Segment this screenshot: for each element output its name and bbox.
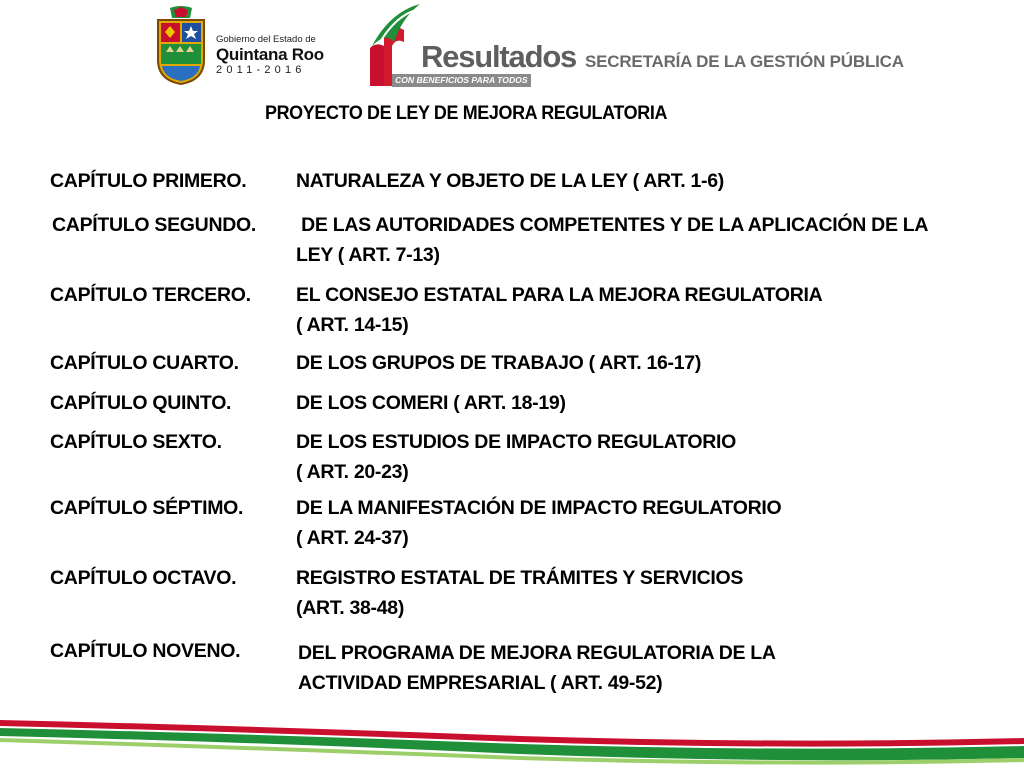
quintana-roo-text (216, 34, 341, 77)
state-crest-icon (150, 6, 212, 86)
secretaria-label: SECRETARÍA DE LA GESTIÓN PÚBLICA (585, 52, 904, 71)
chapter-3-desc-line1: EL CONSEJO ESTATAL PARA LA MEJORA REGULATORIA (296, 284, 823, 306)
chapter-4-label: CAPÍTULO CUARTO. (50, 352, 239, 374)
chapter-9-label: CAPÍTULO NOVENO. (50, 640, 241, 662)
chapter-7-label: CAPÍTULO SÉPTIMO. (50, 497, 244, 519)
chapter-3-desc-line2: ( ART. 14-15) (296, 314, 409, 336)
header-logos (0, 0, 1024, 100)
resultados-word: Resultados (421, 39, 577, 74)
chapter-8-desc-line2: (ART. 38-48) (296, 597, 405, 619)
chapter-3-label: CAPÍTULO TERCERO. (50, 284, 251, 306)
resultados-tagline: CON BENEFICIOS PARA TODOS (392, 74, 531, 87)
chapter-2-desc-line2: LEY ( ART. 7-13) (296, 244, 440, 266)
chapter-5-desc: DE LOS COMERI ( ART. 18-19) (296, 392, 566, 414)
gov-years: 2011-2016 (216, 64, 306, 76)
gov-line2: Quintana Roo (216, 45, 324, 64)
gov-line1: Gobierno del Estado de (216, 34, 316, 45)
resultados-logo (366, 2, 577, 90)
chapter-4-desc: DE LOS GRUPOS DE TRABAJO ( ART. 16-17) (296, 352, 702, 374)
chapter-1-label: CAPÍTULO PRIMERO. (50, 170, 247, 192)
chapter-7-desc-line1: DE LA MANIFESTACIÓN DE IMPACTO REGULATORIO (296, 497, 782, 519)
chapter-6-label: CAPÍTULO SEXTO. (50, 431, 222, 453)
chapter-9-desc-line2: ACTIVIDAD EMPRESARIAL ( ART. 49-52) (298, 672, 663, 694)
chapter-1-desc: NATURALEZA Y OBJETO DE LA LEY ( ART. 1-6) (296, 170, 724, 192)
page-title: PROYECTO DE LEY DE MEJORA REGULATORIA (265, 102, 668, 124)
chapter-8-label: CAPÍTULO OCTAVO. (50, 567, 237, 589)
chapter-9-desc-line1: DEL PROGRAMA DE MEJORA REGULATORIA DE LA (298, 642, 776, 664)
chapter-5-label: CAPÍTULO QUINTO. (50, 392, 232, 414)
chapter-2-label: CAPÍTULO SEGUNDO. (52, 214, 256, 236)
chapter-2-desc-line1: DE LAS AUTORIDADES COMPETENTES Y DE LA APLICACIÓN DE LA (296, 214, 929, 236)
chapter-8-desc-line1: REGISTRO ESTATAL DE TRÁMITES Y SERVICIOS (296, 567, 744, 589)
quintana-roo-logo (150, 6, 340, 88)
chapter-6-desc-line1: DE LOS ESTUDIOS DE IMPACTO REGULATORIO (296, 431, 737, 453)
footer-wave-decoration (0, 700, 1024, 768)
chapter-6-desc-line2: ( ART. 20-23) (296, 461, 409, 483)
chapter-7-desc-line2: ( ART. 24-37) (296, 527, 409, 549)
